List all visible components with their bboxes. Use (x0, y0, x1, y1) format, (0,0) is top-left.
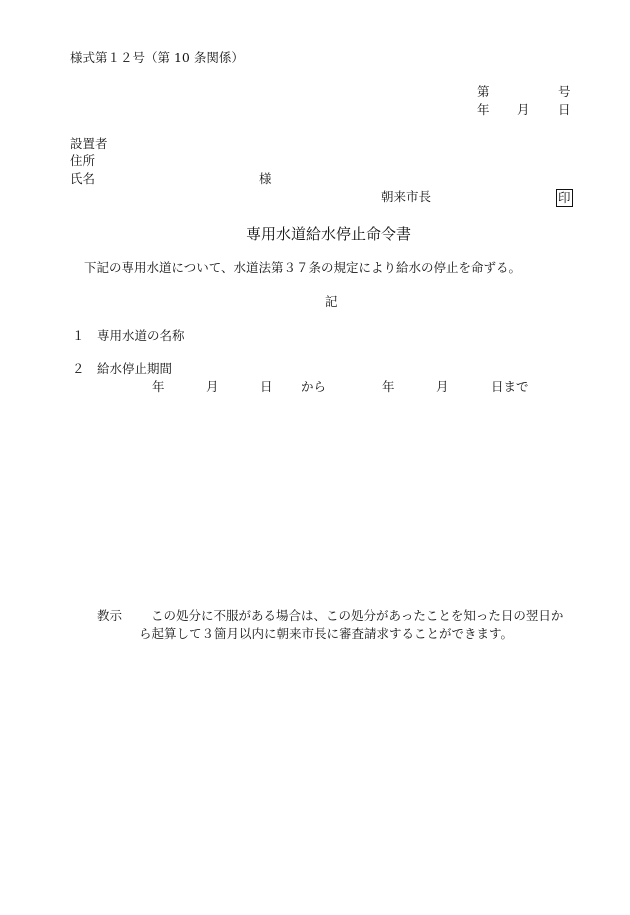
form-id: 様式第１２号（第 10 条関係） (70, 50, 244, 65)
date-year: 年 (477, 102, 490, 117)
from-month: 月 (206, 379, 219, 394)
kara-text: から (301, 379, 327, 394)
honorific: 様 (259, 171, 272, 186)
notice-line-2: ら起算して３箇月以内に朝来市長に審査請求することができます。 (139, 626, 514, 641)
document-title: 専用水道給水停止命令書 (246, 225, 412, 243)
number-go: 号 (558, 84, 571, 99)
issuer-title: 朝来市長 (381, 189, 432, 204)
from-year: 年 (152, 379, 165, 394)
from-day: 日 (260, 379, 273, 394)
to-day: 日まで (491, 379, 529, 394)
name-label: 氏名 (70, 171, 96, 186)
notice-label: 教示 (97, 608, 123, 623)
date-day: 日 (558, 102, 571, 117)
notice-line-1: この処分に不服がある場合は、この処分があったことを知った日の翌日か (151, 608, 564, 623)
to-month: 月 (436, 379, 449, 394)
item-number: １ (72, 328, 85, 343)
item-number: ２ (72, 361, 85, 376)
body-text: 下記の専用水道について、水道法第３７条の規定により給水の停止を命ずる。 (84, 260, 522, 275)
item-label-name: 専用水道の名称 (97, 328, 185, 343)
seal-mark: 印 (558, 190, 571, 205)
address-label: 住所 (70, 153, 96, 168)
item-label-period: 給水停止期間 (97, 361, 173, 376)
number-dai: 第 (477, 84, 490, 99)
date-month: 月 (517, 102, 530, 117)
to-year: 年 (382, 379, 395, 394)
ki-heading: 記 (325, 294, 338, 309)
installer-label: 設置者 (70, 136, 108, 151)
